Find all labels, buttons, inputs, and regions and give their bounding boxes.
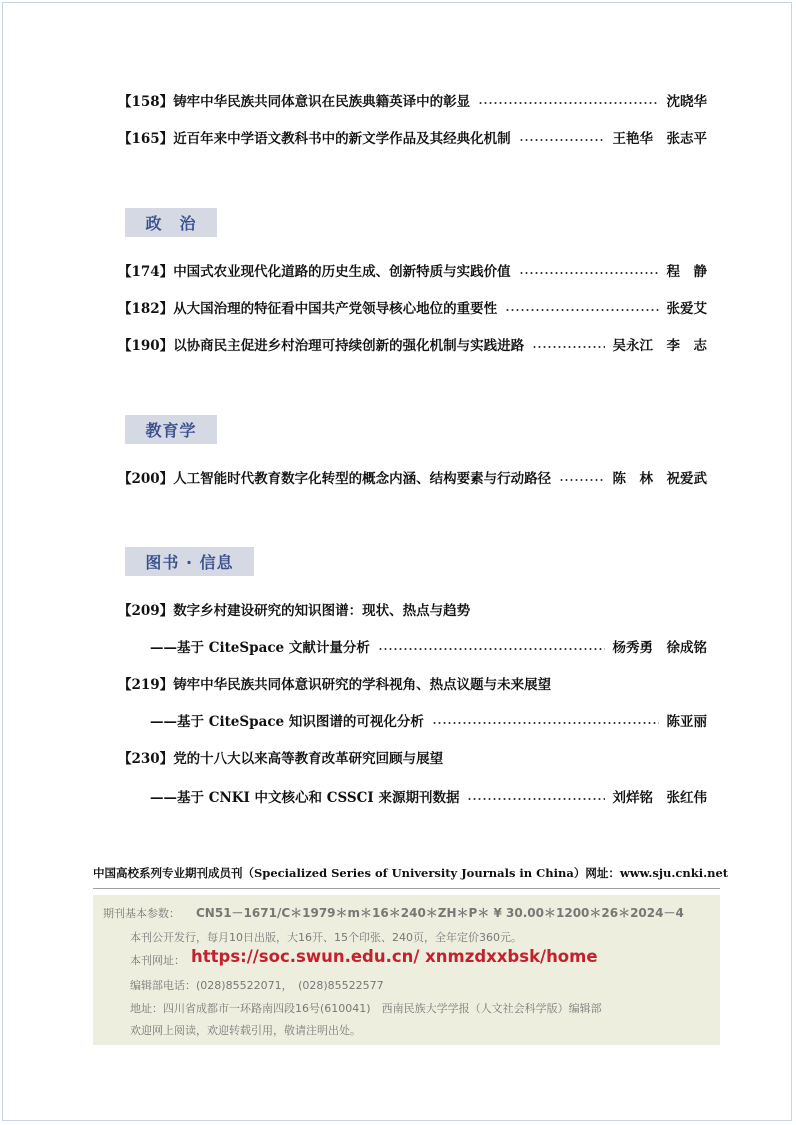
- page-number: 【200】: [118, 471, 174, 487]
- welcome-note: 欢迎网上阅读，欢迎转载引用，敬请注明出处。: [130, 1024, 361, 1037]
- section-heading-politics: 政 治: [125, 208, 217, 237]
- article-title: 近百年来中学语文教科书中的新文学作品及其经典化机制: [173, 131, 511, 147]
- page-number: 【230】: [118, 751, 174, 767]
- page-number: 【190】: [118, 338, 174, 354]
- toc-entry-subtitle[interactable]: [150, 635, 707, 657]
- article-subtitle: ——基于 CiteSpace 知识图谱的可视化分析: [150, 714, 424, 730]
- toc-entry[interactable]: [118, 89, 707, 111]
- article-authors: 刘烊铭 张红伟: [612, 790, 707, 806]
- toc-entry-subtitle[interactable]: [150, 709, 707, 731]
- article-subtitle: ——基于 CNKI 中文核心和 CSSCI 来源期刊数据: [150, 790, 460, 806]
- toc-entry[interactable]: [118, 746, 707, 768]
- leader-dots: [519, 272, 659, 274]
- leader-dots: [378, 648, 605, 650]
- page-number: 【209】: [118, 603, 174, 619]
- leader-dots: [432, 722, 659, 724]
- article-title: 中国式农业现代化道路的历史生成、创新特质与实践价值: [173, 264, 511, 280]
- toc-entry[interactable]: [118, 598, 707, 620]
- toc-entry-subtitle[interactable]: [150, 785, 707, 807]
- article-title: 以协商民主促进乡村治理可持续创新的强化机制与实践进路: [173, 338, 525, 354]
- article-authors: 杨秀勇 徐成铭: [612, 640, 707, 656]
- article-title: 党的十八大以来高等教育改革研究回顾与展望: [173, 751, 444, 767]
- journal-info-box: [93, 895, 720, 1045]
- article-authors: 沈晓华: [666, 94, 707, 110]
- page-number: 【165】: [118, 131, 174, 147]
- page-number: 【158】: [118, 94, 174, 110]
- leader-dots: [478, 102, 658, 104]
- article-authors: 吴永江 李 志: [612, 338, 707, 354]
- page-number: 【174】: [118, 264, 174, 280]
- article-authors: 陈 林 祝爱武: [612, 471, 707, 487]
- toc-entry[interactable]: [118, 259, 707, 281]
- toc-entry[interactable]: [118, 672, 707, 694]
- article-authors: 程 静: [666, 264, 707, 280]
- toc-entry[interactable]: [118, 333, 707, 355]
- page-number: 【182】: [118, 301, 174, 317]
- article-title: 铸牢中华民族共同体意识在民族典籍英译中的彰显: [173, 94, 471, 110]
- basic-params-value: CN51－1671/C＊1979＊m＊16＊240＊ZH＊P＊ ¥ 30.00＊1200＊26＊2024－4: [196, 906, 684, 920]
- article-title: 铸牢中华民族共同体意识研究的学科视角、热点议题与未来展望: [173, 677, 552, 693]
- section-heading-books: 图书 · 信息: [125, 547, 254, 576]
- leader-dots: [519, 139, 605, 141]
- divider: [93, 888, 720, 889]
- leader-dots: [559, 479, 604, 481]
- section-heading-education: 教育学: [125, 415, 217, 444]
- editorial-address: 地址：四川省成都市一环路南四段16号(610041) 西南民族大学学报（人文社会科学版）编辑部: [130, 1002, 602, 1015]
- article-title: 从大国治理的特征看中国共产党领导核心地位的重要性: [173, 301, 498, 317]
- basic-params-label: 期刊基本参数：: [103, 907, 180, 920]
- leader-dots: [532, 346, 604, 348]
- publication-info: 本刊公开发行，每月10日出版，大16开、15个印张、240页，全年定价360元。: [130, 931, 522, 944]
- article-title: 数字乡村建设研究的知识图谱：现状、热点与趋势: [173, 603, 471, 619]
- membership-line: 中国高校系列专业期刊成员刊（Specialized Series of University Journals in China）网址：www.sju.cnki.net: [93, 866, 729, 880]
- editorial-phone: 编辑部电话：(028)85522071， (028)85522577: [130, 979, 384, 992]
- toc-entry[interactable]: [118, 126, 707, 148]
- website-link[interactable]: https://soc.swun.edu.cn/ xnmzdxxbsk/home: [191, 947, 598, 966]
- article-title: 人工智能时代教育数字化转型的概念内涵、结构要素与行动路径: [173, 471, 552, 487]
- article-authors: 王艳华 张志平: [612, 131, 707, 147]
- leader-dots: [505, 309, 658, 311]
- page-number: 【219】: [118, 677, 174, 693]
- article-authors: 张爱艾: [666, 301, 707, 317]
- article-authors: 陈亚丽: [666, 714, 707, 730]
- toc-entry[interactable]: [118, 466, 707, 488]
- website-label: 本刊网址：: [130, 954, 185, 967]
- leader-dots: [467, 798, 604, 800]
- toc-entry[interactable]: [118, 296, 707, 318]
- article-subtitle: ——基于 CiteSpace 文献计量分析: [150, 640, 370, 656]
